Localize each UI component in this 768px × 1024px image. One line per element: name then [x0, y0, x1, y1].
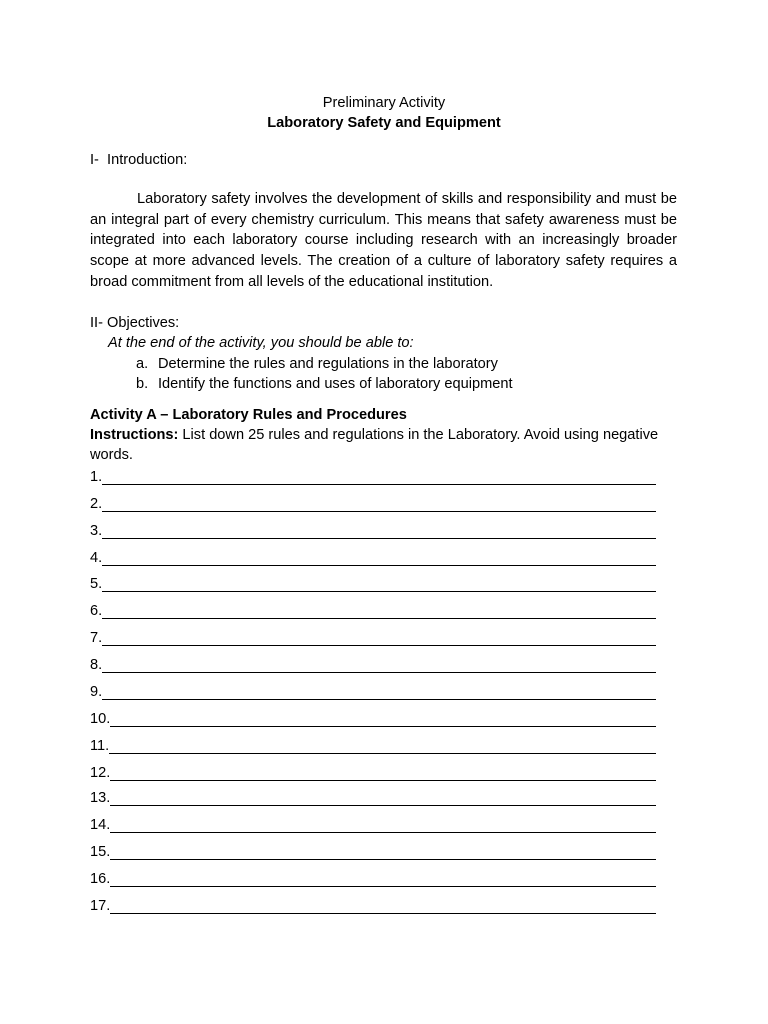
rule-line[interactable]	[90, 841, 656, 861]
rule-answer-blank[interactable]	[102, 466, 656, 485]
rule-answer-blank[interactable]	[110, 787, 656, 806]
objectives-lead: At the end of the activity, you should be able to:	[108, 335, 414, 351]
activity-a-instructions	[90, 425, 680, 465]
rule-line[interactable]	[90, 493, 656, 513]
rule-line[interactable]	[90, 895, 656, 915]
rule-line[interactable]	[90, 654, 656, 674]
rule-number: 9.	[90, 684, 103, 700]
rule-answer-blank[interactable]	[102, 681, 656, 700]
rule-number: 8.	[90, 657, 103, 673]
instructions-text: List down 25 rules and regulations in the Laboratory. Avoid using negative words.	[90, 427, 659, 463]
rule-line[interactable]	[90, 762, 656, 782]
rule-line[interactable]	[90, 868, 656, 888]
rule-number: 4.	[90, 550, 103, 566]
rule-answer-blank[interactable]	[110, 868, 656, 887]
rule-answer-blank[interactable]	[102, 520, 656, 539]
introduction-paragraph: Laboratory safety involves the development of skills and responsibility and must be an integral part of every chemistry curriculum. This means that safety awareness must be integrated into each laboratory course including research with an increasingly broader scope at more advanced levels. The creation of a culture of laboratory safety requires a broad commitment from all levels of the educational institution.	[90, 191, 677, 290]
rule-line[interactable]	[90, 627, 656, 647]
rule-number: 17.	[90, 898, 111, 914]
rule-line[interactable]	[90, 814, 656, 834]
rule-answer-blank[interactable]	[110, 895, 656, 914]
rule-line[interactable]	[90, 466, 656, 486]
rule-line[interactable]	[90, 735, 656, 755]
introduction-heading: I- Introduction:	[90, 152, 188, 168]
rule-number: 3.	[90, 523, 103, 539]
document-title: Laboratory Safety and Equipment	[267, 115, 501, 131]
objective-marker: b.	[136, 376, 149, 392]
rule-number: 5.	[90, 576, 103, 592]
rule-answer-blank[interactable]	[102, 600, 656, 619]
rule-number: 2.	[90, 496, 103, 512]
rule-answer-blank[interactable]	[102, 627, 656, 646]
rule-number: 14.	[90, 817, 111, 833]
rule-number: 16.	[90, 871, 111, 887]
rule-answer-blank[interactable]	[110, 708, 656, 727]
document-subtitle: Preliminary Activity	[322, 95, 446, 111]
rule-answer-blank[interactable]	[110, 762, 656, 781]
rule-line[interactable]	[90, 787, 656, 807]
rule-number: 15.	[90, 844, 111, 860]
rule-answer-blank[interactable]	[102, 654, 656, 673]
rule-line[interactable]	[90, 573, 656, 593]
rule-answer-blank[interactable]	[109, 735, 656, 754]
rule-answer-blank[interactable]	[102, 573, 656, 592]
rule-number: 6.	[90, 603, 103, 619]
rule-number: 13.	[90, 790, 111, 806]
rule-line[interactable]	[90, 600, 656, 620]
rule-answer-blank[interactable]	[102, 493, 656, 512]
objective-marker: a.	[136, 356, 149, 372]
objectives-heading: II- Objectives:	[90, 315, 180, 331]
objective-item	[136, 354, 498, 374]
rule-line[interactable]	[90, 681, 656, 701]
rule-number: 12.	[90, 765, 111, 781]
rule-line[interactable]	[90, 520, 656, 540]
instructions-label: Instructions:	[90, 427, 179, 443]
activity-a-heading: Activity A – Laboratory Rules and Procedures	[90, 407, 407, 423]
rule-number: 11.	[90, 738, 110, 754]
rule-answer-blank[interactable]	[110, 841, 656, 860]
rule-number: 10.	[90, 711, 111, 727]
rule-number: 1.	[90, 469, 103, 485]
rule-answer-blank[interactable]	[110, 814, 656, 833]
rule-line[interactable]	[90, 708, 656, 728]
objective-text: Identify the functions and uses of laboratory equipment	[158, 376, 513, 392]
objective-text: Determine the rules and regulations in the laboratory	[158, 356, 498, 372]
rule-number: 7.	[90, 630, 103, 646]
rule-line[interactable]	[90, 547, 656, 567]
objective-item	[136, 374, 513, 394]
rule-answer-blank[interactable]	[102, 547, 656, 566]
